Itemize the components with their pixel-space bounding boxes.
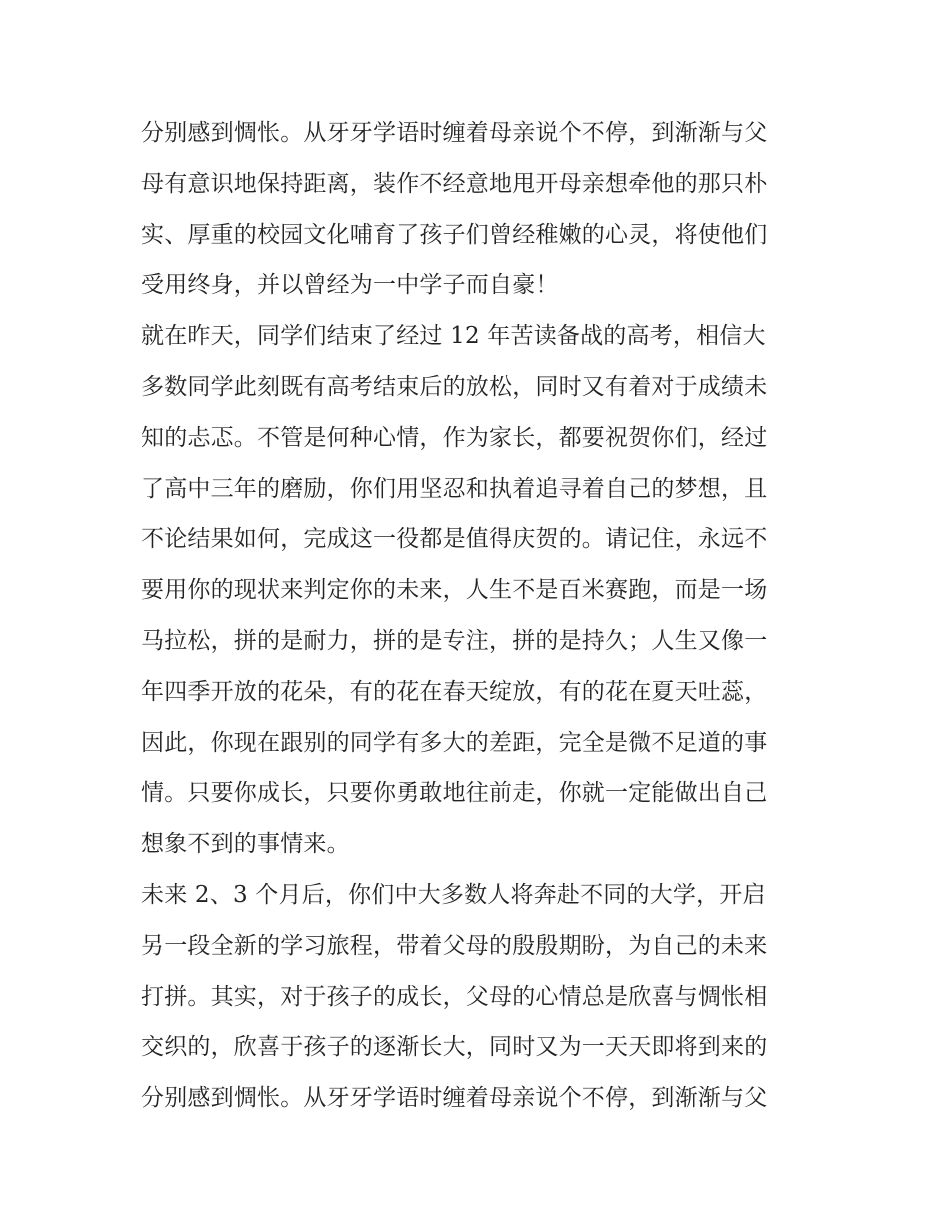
text-line: 未来 2、3 个月后，你们中大多数人将奔赴不同的大学，开启 (141, 881, 766, 908)
text-line: 交织的，欣喜于孩子的逐渐长大，同时又为一天天即将到来的 (141, 1034, 768, 1061)
text-line: 了高中三年的磨励，你们用坚忍和执着追寻着自己的梦想，且 (141, 475, 768, 502)
text-line: 分别感到惆怅。从牙牙学语时缠着母亲说个不停，到渐渐与父 (141, 120, 768, 146)
body-text (141, 108, 821, 1124)
text-line: 分别感到惆怅。从牙牙学语时缠着母亲说个不停，到渐渐与父 (141, 1085, 768, 1112)
text-line: 就在昨天，同学们结束了经过 12 年苦读备战的高考，相信大 (141, 323, 766, 350)
text-line: 另一段全新的学习旅程，带着父母的殷殷期盼，为自己的未来 (141, 932, 768, 959)
text-line: 实、厚重的校园文化哺育了孩子们曾经稚嫩的心灵，将使他们 (141, 221, 768, 248)
text-line: 要用你的现状来判定你的未来，人生不是百米赛跑，而是一场 (141, 577, 768, 604)
text-line: 马拉松，拼的是耐力，拼的是专注，拼的是持久；人生又像一 (141, 627, 768, 654)
text-line: 年四季开放的花朵，有的花在春天绽放，有的花在夏天吐蕊， (141, 678, 768, 705)
text-line: 因此，你现在跟别的同学有多大的差距，完全是微不足道的事 (141, 729, 768, 756)
text-line: 多数同学此刻既有高考结束后的放松，同时又有着对于成绩未 (141, 373, 768, 400)
text-line: 受用终身，并以曾经为一中学子而自豪！ (141, 272, 559, 299)
text-line: 情。只要你成长，只要你勇敢地往前走，你就一定能做出自己 (141, 780, 768, 807)
text-line: 打拼。其实，对于孩子的成长，父母的心情总是欣喜与惆怅相 (141, 983, 768, 1010)
text-line: 知的忐忑。不管是何种心情，作为家长，都要祝贺你们，经过 (141, 424, 768, 451)
text-line: 想象不到的事情来。 (141, 831, 350, 858)
text-line: 不论结果如何，完成这一役都是值得庆贺的。请记住，永远不 (141, 526, 768, 553)
text-line: 母有意识地保持距离，装作不经意地甩开母亲想牵他的那只朴 (141, 170, 768, 197)
